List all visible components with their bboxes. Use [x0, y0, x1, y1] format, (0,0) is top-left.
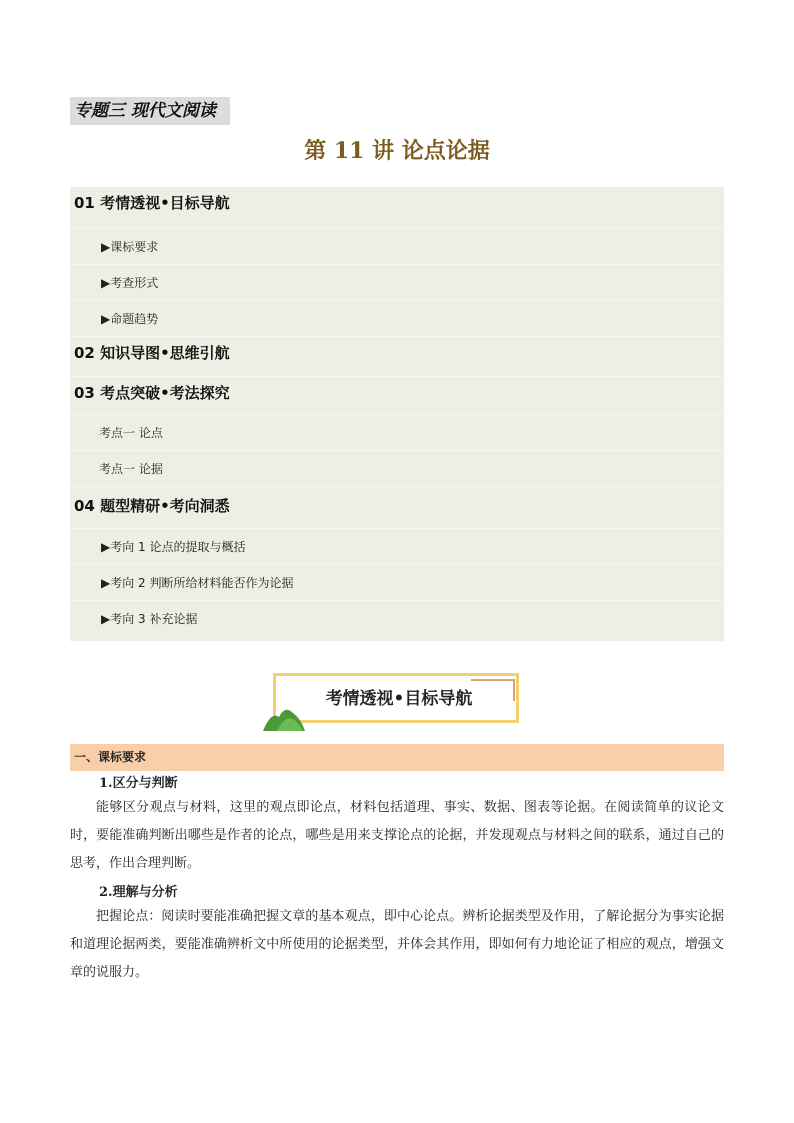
banner-title: 考情透视•目标导航 — [325, 689, 473, 709]
toc-item-direction-1[interactable]: ▶考向 1 论点的提取与概括 — [70, 529, 724, 565]
subheading-distinguish: 1.区分与判断 — [99, 776, 178, 791]
banner-corner-decoration — [471, 679, 515, 681]
section-banner — [263, 671, 525, 731]
paragraph-distinguish: 能够区分观点与材料，这里的观点即论点，材料包括道理、事实、数据、图表等论据。在阅读简单的议论文时，要能准确判断出哪些是作者的论点，哪些是用来支撑论点的论据，并发现观点与材料之间的联系，通过自己的思考，作出合理判断。 — [70, 800, 724, 871]
section-header-curriculum: 一、课标要求 — [70, 744, 724, 771]
toc-item-trend[interactable]: ▶命题趋势 — [70, 301, 724, 337]
toc-item-curriculum[interactable]: ▶课标要求 — [70, 229, 724, 265]
subheading-understand: 2.理解与分析 — [99, 885, 178, 900]
toc-item-evidence[interactable]: 考点一 论据 — [70, 451, 724, 487]
toc-section-04[interactable]: 04 题型精研•考向洞悉 — [70, 487, 724, 529]
toc-section-01[interactable]: 01 考情透视•目标导航 — [70, 187, 724, 229]
topic-tag: 专题三 现代文阅读 — [70, 97, 230, 125]
toc-item-argument[interactable]: 考点一 论点 — [70, 415, 724, 451]
banner-corner-decoration-vertical — [513, 679, 515, 701]
table-of-contents — [70, 187, 724, 641]
toc-section-03[interactable]: 03 考点突破•考法探究 — [70, 377, 724, 415]
lesson-title: 第 11 讲 论点论据 — [304, 138, 490, 164]
toc-item-direction-3[interactable]: ▶考向 3 补充论据 — [101, 612, 198, 626]
paragraph-understand: 把握论点：阅读时要能准确把握文章的基本观点，即中心论点。辨析论据类型及作用，了解论据分为事实论据和道理论据两类，要能准确辨析文中所使用的论据类型，并体会其作用，即如何有力地论证了相应的观点，增强文章的说服力。 — [70, 909, 724, 980]
toc-item-direction-2[interactable]: ▶考向 2 判断所给材料能否作为论据 — [70, 565, 724, 601]
toc-item-exam-form[interactable]: ▶考查形式 — [70, 265, 724, 301]
hills-icon — [263, 705, 307, 731]
toc-section-02[interactable]: 02 知识导图•思维引航 — [70, 337, 724, 377]
